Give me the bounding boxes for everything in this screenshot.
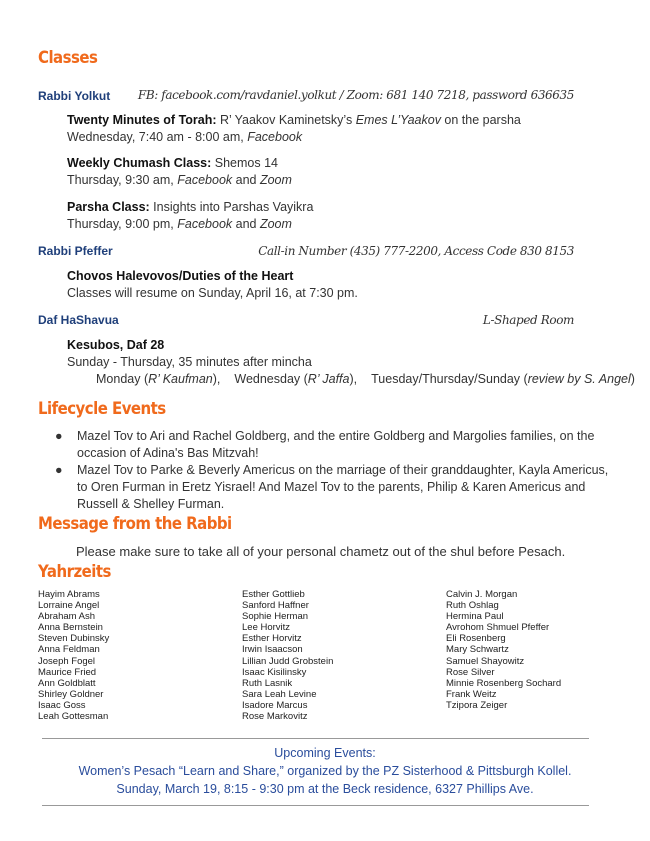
yahrzeit-name: Rose Markovitz	[242, 711, 308, 723]
yahrzeit-name: Lorraine Angel	[38, 600, 100, 612]
bullet-icon: ●	[55, 429, 63, 443]
divider-top	[42, 738, 589, 739]
yahrzeit-name: Samuel Shayowitz	[446, 655, 525, 667]
yahrzeit-name: Ruth Oshlag	[446, 600, 499, 612]
pfeffer-call-in-info: Call-in Number (435) 777-2200, Access Code 830 8153	[258, 244, 574, 258]
yahrzeits-heading: Yahrzeits	[38, 562, 111, 582]
yahrzeit-name: Anna Feldman	[38, 644, 100, 656]
yahrzeit-name: Calvin J. Morgan	[446, 589, 518, 600]
upcoming-event-time-location: Sunday, March 19, 8:15 - 9:30 pm at the Beck residence, 6327 Phillips Ave.	[116, 782, 534, 796]
teacher-pfeffer: Rabbi Pfeffer	[38, 244, 113, 258]
teacher-daf-hashavua: Daf HaShavua	[38, 313, 119, 327]
class-title: Parsha Class:	[67, 200, 150, 214]
yahrzeit-name: Lillian Judd Grobstein	[242, 655, 334, 667]
daf-schedule: Monday (R’ Kaufman), Wednesday (R’ Jaffa), Tuesday/Thursday/Sunday (review by S. Angel)	[96, 372, 635, 386]
upcoming-event-description: Women’s Pesach “Learn and Share,” organized by the PZ Sisterhood & Pittsburgh Kollel.	[78, 764, 572, 778]
message-heading: Message from the Rabbi	[38, 514, 232, 534]
yahrzeit-name: Isadore Marcus	[242, 699, 308, 711]
class-kesubos: Kesubos, Daf 28 Sunday - Thursday, 35 minutes after mincha	[67, 338, 312, 369]
yahrzeit-name: Maurice Fried	[38, 666, 97, 678]
yahrzeit-column-2	[242, 589, 333, 722]
lifecycle-heading: Lifecycle Events	[38, 399, 166, 419]
class-weekly-chumash: Weekly Chumash Class: Shemos 14 Thursday, 9:30 am, Facebook and Zoom	[67, 156, 292, 187]
classes-heading: Classes	[38, 48, 98, 68]
class-title: Weekly Chumash Class:	[67, 156, 212, 170]
yolkut-contact-info: FB: facebook.com/ravdaniel.yolkut / Zoom: 681 140 7218, password 636635	[137, 88, 574, 102]
class-title: Twenty Minutes of Torah:	[67, 113, 217, 127]
yahrzeit-column-3	[446, 589, 561, 711]
yahrzeit-name: Esther Horvitz	[242, 633, 302, 645]
upcoming-events-title: Upcoming Events:	[274, 746, 376, 760]
yahrzeit-name: Isaac Goss	[38, 699, 86, 711]
yahrzeit-name: Leah Gottesman	[38, 711, 109, 723]
teacher-yolkut: Rabbi Yolkut	[38, 89, 111, 103]
yahrzeit-name: Rose Silver	[446, 666, 495, 678]
yahrzeit-name: Sara Leah Levine	[242, 688, 317, 700]
class-title: Chovos Halevovos/Duties of the Heart	[67, 269, 294, 283]
yahrzeit-name: Abraham Ash	[38, 611, 96, 623]
yahrzeit-name: Sanford Haffner	[242, 600, 309, 612]
yahrzeit-name: Sophie Herman	[242, 611, 309, 623]
yahrzeit-name: Mary Schwartz	[446, 644, 509, 656]
yahrzeit-name: Ann Goldblatt	[38, 677, 96, 689]
yahrzeit-name: Shirley Goldner	[38, 688, 104, 700]
yahrzeit-name: Isaac Kisilinsky	[242, 666, 307, 678]
yahrzeit-name: Irwin Isaacson	[242, 644, 303, 656]
class-parsha: Parsha Class: Insights into Parshas Vayikra Thursday, 9:00 pm, Facebook and Zoom	[67, 200, 314, 231]
yahrzeit-name: Esther Gottlieb	[242, 589, 305, 600]
yahrzeit-name: Ruth Lasnik	[242, 677, 293, 689]
yahrzeit-name: Hermina Paul	[446, 611, 504, 623]
yahrzeit-name: Avrohom Shmuel Pfeffer	[446, 622, 550, 634]
yahrzeit-name: Lee Horvitz	[242, 622, 291, 634]
class-title: Kesubos, Daf 28	[67, 338, 165, 352]
yahrzeit-name: Steven Dubinsky	[38, 633, 110, 645]
divider-bottom	[42, 805, 589, 806]
rabbi-message: Please make sure to take all of your personal chametz out of the shul before Pesach.	[76, 544, 566, 559]
yahrzeit-name: Frank Weitz	[446, 688, 497, 700]
class-twenty-minutes: Twenty Minutes of Torah: R’ Yaakov Kaminetsky’s Emes L’Yaakov on the parsha Wednesday, 7:40 am - 8:00 am, Facebook	[67, 113, 521, 144]
yahrzeit-name: Hayim Abrams	[38, 589, 100, 600]
daf-location: L-Shaped Room	[482, 313, 574, 327]
class-chovos-halevovos: Chovos Halevovos/Duties of the Heart Classes will resume on Sunday, April 16, at 7:30 pm.	[67, 269, 358, 300]
yahrzeit-name: Anna Bernstein	[38, 622, 103, 634]
yahrzeit-column-1	[38, 589, 109, 722]
yahrzeit-name: Tzipora Zeiger	[446, 699, 508, 711]
yahrzeit-name: Minnie Rosenberg Sochard	[446, 677, 562, 689]
yahrzeit-name: Eli Rosenberg	[446, 633, 506, 645]
yahrzeit-name: Joseph Fogel	[38, 655, 96, 667]
bullet-icon: ●	[55, 463, 63, 477]
upcoming-events	[42, 744, 608, 798]
